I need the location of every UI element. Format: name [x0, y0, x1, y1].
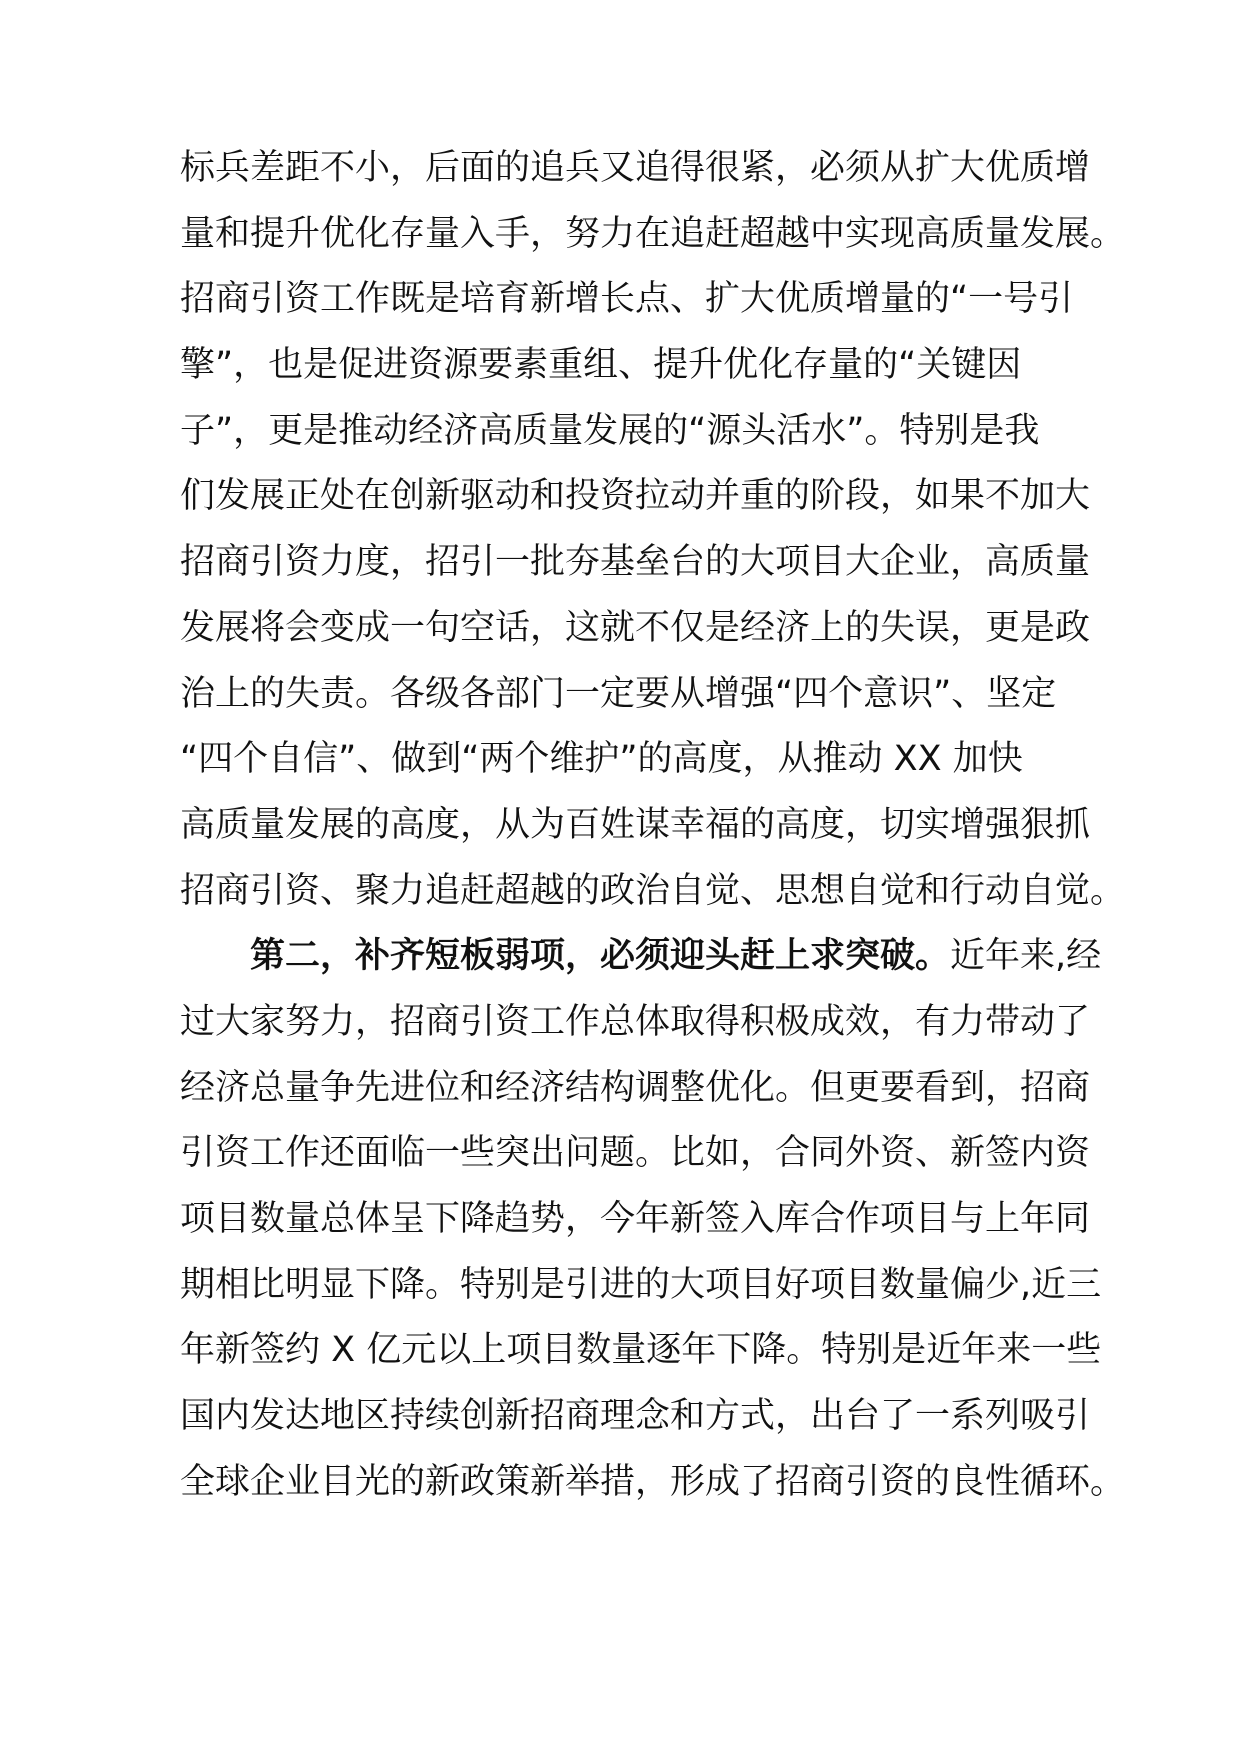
text-line: 招商引资力度，招引一批夯基垒台的大项目大企业，高质量	[180, 542, 1091, 583]
paragraph-1	[180, 136, 1126, 924]
text-line: 量和提升优化存量入手，努力在追赶超越中实现高质量发展。	[180, 213, 1126, 254]
paragraph-2-first-line	[180, 924, 1102, 990]
text-line: 招商引资、聚力追赶超越的政治自觉、思想自觉和行动自觉。	[180, 870, 1126, 911]
text-line: 过大家努力，招商引资工作总体取得积极成效，有力带动了	[180, 1001, 1091, 1042]
paragraph-2-heading: 第二，补齐短板弱项，必须迎头赶上求突破。	[250, 936, 951, 977]
text-line: 擎”，也是促进资源要素重组、提升优化存量的“关键因	[180, 345, 1022, 386]
text-line: 招商引资工作既是培育新增长点、扩大优质增量的“一号引	[180, 279, 1074, 320]
text-line: 全球企业目光的新政策新举措，形成了招商引资的良性循环。	[180, 1461, 1126, 1502]
text-line: 们发展正处在创新驱动和投资拉动并重的阶段，如果不加大	[180, 476, 1091, 517]
body-text	[180, 136, 1126, 1515]
text-line: 引资工作还面临一些突出问题。比如，合同外资、新签内资	[180, 1133, 1091, 1174]
text-line: 治上的失责。各级各部门一定要从增强“四个意识”、坚定	[180, 673, 1057, 714]
text-line: “四个自信”、做到“两个维护”的高度，从推动 XX 加快	[180, 739, 1023, 780]
text-line: 标兵差距不小，后面的追兵又追得很紧，必须从扩大优质增	[180, 148, 1091, 188]
text-line: 发展将会变成一句空话，这就不仅是经济上的失误，更是政	[180, 607, 1091, 648]
text-line: 经济总量争先进位和经济结构调整优化。但更要看到，招商	[180, 1067, 1091, 1108]
text-line: 年新签约 X 亿元以上项目数量逐年下降。特别是近年来一些	[180, 1330, 1102, 1371]
text-line: 期相比明显下降。特别是引进的大项目好项目数量偏少,近三	[180, 1264, 1102, 1305]
paragraph-2-first-line-text: 近年来,经	[950, 936, 1102, 977]
text-line: 国内发达地区持续创新招商理念和方式，出台了一系列吸引	[180, 1396, 1091, 1437]
paragraph-2	[180, 924, 1126, 1515]
text-line: 子”，更是推动经济高质量发展的“源头活水”。特别是我	[180, 410, 1040, 451]
text-line: 项目数量总体呈下降趋势，今年新签入库合作项目与上年同	[180, 1199, 1091, 1239]
text-line: 高质量发展的高度，从为百姓谋幸福的高度，切实增强狠抓	[180, 804, 1091, 845]
